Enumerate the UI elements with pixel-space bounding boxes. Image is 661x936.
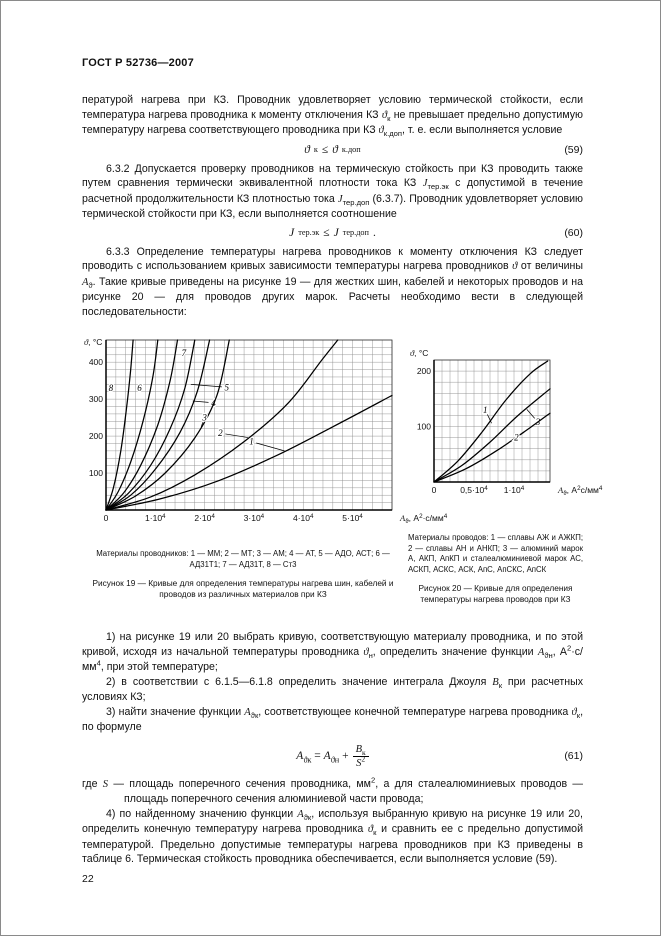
formula-60-number: (60): [564, 226, 583, 239]
formula-59-body: ϑ к ≤ ϑ к.доп: [304, 143, 361, 156]
svg-text:0: 0: [103, 513, 109, 523]
svg-text:5·104: $5\cdot 10^4$: [342, 513, 363, 523]
paragraph-continuation: пературой нагрева при КЗ. Проводник удовлетворяет условию термической стойкости, если температура нагрева проводника к моменту отключения КЗ $ϑ_к$ не превышает предельно допустимую температуру нагрева соответствующего проводника при КЗ $ϑ_{к.доп}$, т. е. если выполняется условие: [82, 94, 583, 139]
page-content: [82, 57, 603, 867]
svg-text:100: 100: [88, 467, 103, 478]
svg-text:3: 3: [535, 417, 541, 428]
svg-text:Aϑ, А2с/мм4: $A_ϑ$, $А^2с/мм^4$: [558, 485, 603, 498]
formula-61-numerator: $B_к$: [353, 744, 369, 757]
figure19-caption: Рисунок 19 — Кривые для определения температуры нагрева шин, кабелей и проводов из различных материалов при КЗ: [92, 578, 394, 599]
figure20-heating-curves-chart: [408, 332, 603, 528]
svg-text:ϑ, °С: ϑ, °С: [84, 337, 103, 347]
svg-text:200: 200: [88, 430, 103, 441]
formula-61: [82, 744, 583, 769]
figures-row: [82, 332, 603, 605]
svg-text:5: 5: [224, 382, 230, 393]
formula-61-fraction: [353, 744, 369, 769]
formula-61-number: (61): [564, 750, 583, 763]
svg-text:8: 8: [108, 383, 114, 394]
svg-text:6: 6: [137, 383, 142, 394]
svg-text:1·104: $1\cdot 10^4$: [503, 485, 525, 495]
svg-text:2·104: $2\cdot 10^4$: [194, 513, 215, 523]
list-item-4: 4) по найденному значению функции $A_{ϑк}$, используя выбранную кривую на рисунке 19 или 20, определить конечную температуру нагрева проводника $ϑ_к$ и сравнить ее с предельно допустимой температурой. Предельно допустимые температуры нагрева проводников при КЗ приведены в таблице 6. Термическая стойкость проводника обеспечивается, если выполняется условие (59).: [82, 807, 583, 866]
figure20-caption: Рисунок 20 — Кривые для определения температуры нагрева проводов при КЗ: [418, 583, 573, 604]
svg-text:400: 400: [88, 356, 103, 367]
svg-text:3·104: $3\cdot 10^4$: [243, 513, 265, 523]
list-item-3: 3) найти значение функции $A_{ϑк}$, соответствующее конечной температуре нагрева проводника $ϑ_к$, по формуле: [82, 705, 584, 733]
svg-text:100: 100: [416, 421, 431, 432]
svg-text:ϑ, °С: ϑ, °С: [410, 348, 429, 358]
svg-text:7: 7: [181, 347, 187, 358]
figure-20: [408, 332, 603, 605]
paragraph-6-3-3: 6.3.3 Определение температуры нагрева проводников к моменту отключения КЗ следует проводить с использованием кривых зависимости температуры нагрева проводников ϑ от величины $A_ϑ$. Такие кривые приведены на рисунке 19 — для жестких шин, кабелей и некоторых проводов и на рисунке 20 — для проводов других марок. Расчеты необходимо вести в следующей последовательности:: [82, 245, 583, 318]
formula-59: [82, 144, 583, 156]
svg-text:1·104: $1\cdot 10^4$: [145, 513, 166, 523]
standard-number: ГОСТ Р 52736—2007: [82, 57, 194, 69]
svg-text:4·104: $4\cdot 10^4$: [292, 513, 314, 523]
formula-60-body: J тер.эк ≤ J тер.доп .: [289, 226, 376, 239]
svg-text:2: 2: [514, 432, 519, 443]
formula-59-number: (59): [564, 143, 583, 156]
svg-text:300: 300: [88, 393, 103, 404]
where-clause: где S — площадь поперечного сечения проводника, $мм^2$, а для сталеалюминиевых проводов — площадь поперечного сечения алюминиевой части провода;: [82, 775, 583, 806]
formula-61-lhs: $A_{ϑк} = A_{ϑн}$ +: [296, 750, 349, 765]
svg-text:200: 200: [416, 365, 431, 376]
svg-text:0,5·104: $0,5\cdot 10^4$: [460, 485, 488, 495]
svg-text:0: 0: [431, 485, 437, 495]
figure20-materials-legend: Материалы проводов: 1 — сплавы АЖ и АЖКП; 2 — сплавы АН и АНКП; 3 — алюминий марок А, АКП, АпКП и сталеалюминиевой марок АС, АСКП, АСКС, АСК, АпС, АпСКС, АпСК: [408, 533, 583, 574]
formula-60: [82, 227, 583, 239]
svg-text:3: 3: [202, 412, 207, 423]
svg-text:4: 4: [211, 397, 216, 408]
svg-text:Aϑ, А2·с/мм4: $A_ϑ$, $А^2\cdot с/мм^4$: [400, 513, 448, 526]
svg-text:1: 1: [482, 404, 488, 415]
figure-19: [82, 332, 448, 600]
page-number: 22: [82, 873, 94, 885]
list-item-1: 1) на рисунке 19 или 20 выбрать кривую, соответствующую материалу проводника, и по этой кривой, исходя из начальной температуры проводника $ϑ_н$, определить значение функции $A_{ϑн}$, $А^2\cdot с/мм^4$, при этой температуре;: [82, 631, 584, 673]
list-item-2: 2) в соответствии с 6.1.5—6.1.8 определить значение интеграла Джоуля $B_к$ при расчетных условиях КЗ;: [82, 675, 583, 703]
paragraph-6-3-2: 6.3.2 Допускается проверку проводников на термическую стойкость при КЗ проводить также путем сравнения термически эквивалентной плотности тока КЗ $J_{тер.эк}$ с допустимой в течение расчетной продолжительности КЗ плотностью тока $J_{тер.доп}$ (6.3.7). Проводник удовлетворяет условию термической стойкости при КЗ, если выполняется соотношение: [82, 162, 583, 220]
formula-61-denominator: $S^2$: [356, 754, 366, 769]
svg-text:1: 1: [249, 436, 254, 447]
figure19-materials-legend: Материалы проводников: 1 — ММ; 2 — МТ; 3 — АМ; 4 — АТ, 5 — АДО, АСТ; 6 — АД31Т1; 7 — АД31Т, 8 — Ст3: [96, 549, 390, 569]
svg-text:2: 2: [218, 428, 223, 439]
